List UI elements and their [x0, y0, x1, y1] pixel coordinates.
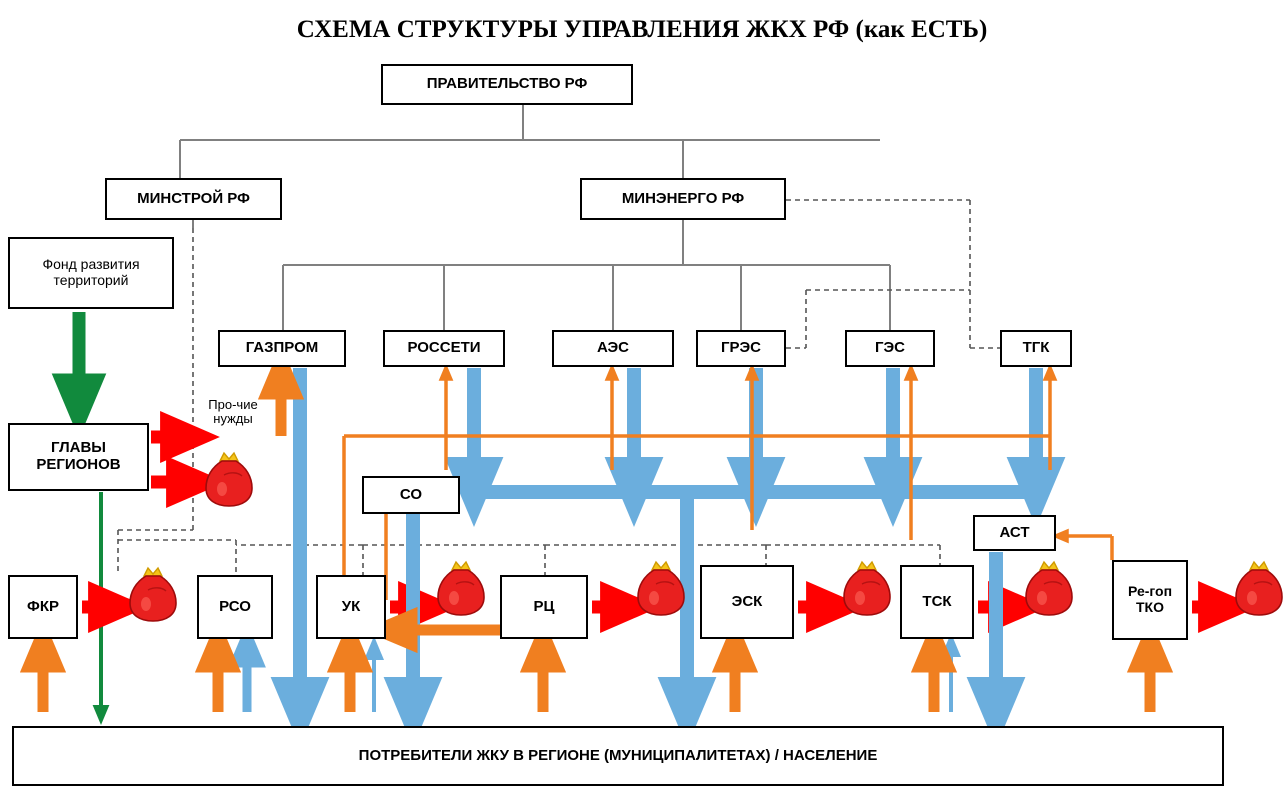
node-minenergo[interactable] [580, 178, 786, 220]
node-label: ТСК [922, 592, 952, 610]
node-regop-tko[interactable] [1112, 560, 1188, 640]
node-regional-heads[interactable] [8, 423, 149, 491]
node-label: ЭСК [731, 592, 763, 610]
node-rc[interactable] [500, 575, 588, 639]
node-label: МИНСТРОЙ РФ [137, 189, 250, 207]
node-label: ПРАВИТЕЛЬСТВО РФ [426, 75, 588, 93]
node-so[interactable] [362, 476, 460, 514]
node-label: Фонд развития территорий [42, 256, 140, 288]
node-label: РЦ [533, 597, 555, 615]
node-rso[interactable] [197, 575, 273, 639]
node-fkr[interactable] [8, 575, 78, 639]
node-ast[interactable] [973, 515, 1056, 551]
node-gazprom[interactable] [218, 330, 346, 367]
node-label: АСТ [999, 523, 1030, 541]
node-label: УК [341, 597, 361, 615]
node-consumers[interactable] [12, 726, 1224, 786]
node-government[interactable] [381, 64, 633, 105]
node-aes[interactable] [552, 330, 674, 367]
node-development-fund[interactable] [8, 237, 174, 309]
page-title: СХЕМА СТРУКТУРЫ УПРАВЛЕНИЯ ЖКХ РФ (как ЕСТЬ) [296, 16, 988, 43]
node-label: АЭС [597, 339, 629, 357]
node-label: МИНЭНЕРГО РФ [621, 189, 745, 207]
node-label: ГАЗПРОМ [245, 339, 319, 357]
node-rosseti[interactable] [383, 330, 505, 367]
node-tgk[interactable] [1000, 330, 1072, 367]
node-label: РСО [219, 597, 251, 615]
node-label: РОССЕТИ [407, 339, 481, 357]
node-label: ТГК [1022, 339, 1050, 357]
node-minstroy[interactable] [105, 178, 282, 220]
node-label: ФКР [27, 597, 59, 615]
label-other-needs [205, 398, 261, 427]
node-label: ГЭС [874, 339, 905, 357]
node-label: ПОТРЕБИТЕЛИ ЖКУ В РЕГИОНЕ (МУНИЦИПАЛИТЕТАХ) / НАСЕЛЕНИЕ [358, 746, 878, 764]
node-label: СО [399, 485, 423, 503]
node-label: ГЛАВЫ РЕГИОНОВ [36, 439, 121, 473]
node-uk[interactable] [316, 575, 386, 639]
node-tsk[interactable] [900, 565, 974, 639]
node-ges[interactable] [845, 330, 935, 367]
node-label: Ре-гоп ТКО [1127, 583, 1173, 615]
node-gres[interactable] [696, 330, 786, 367]
node-label: ГРЭС [720, 339, 761, 357]
node-esk[interactable] [700, 565, 794, 639]
label-text: Про-чие нужды [208, 397, 258, 427]
